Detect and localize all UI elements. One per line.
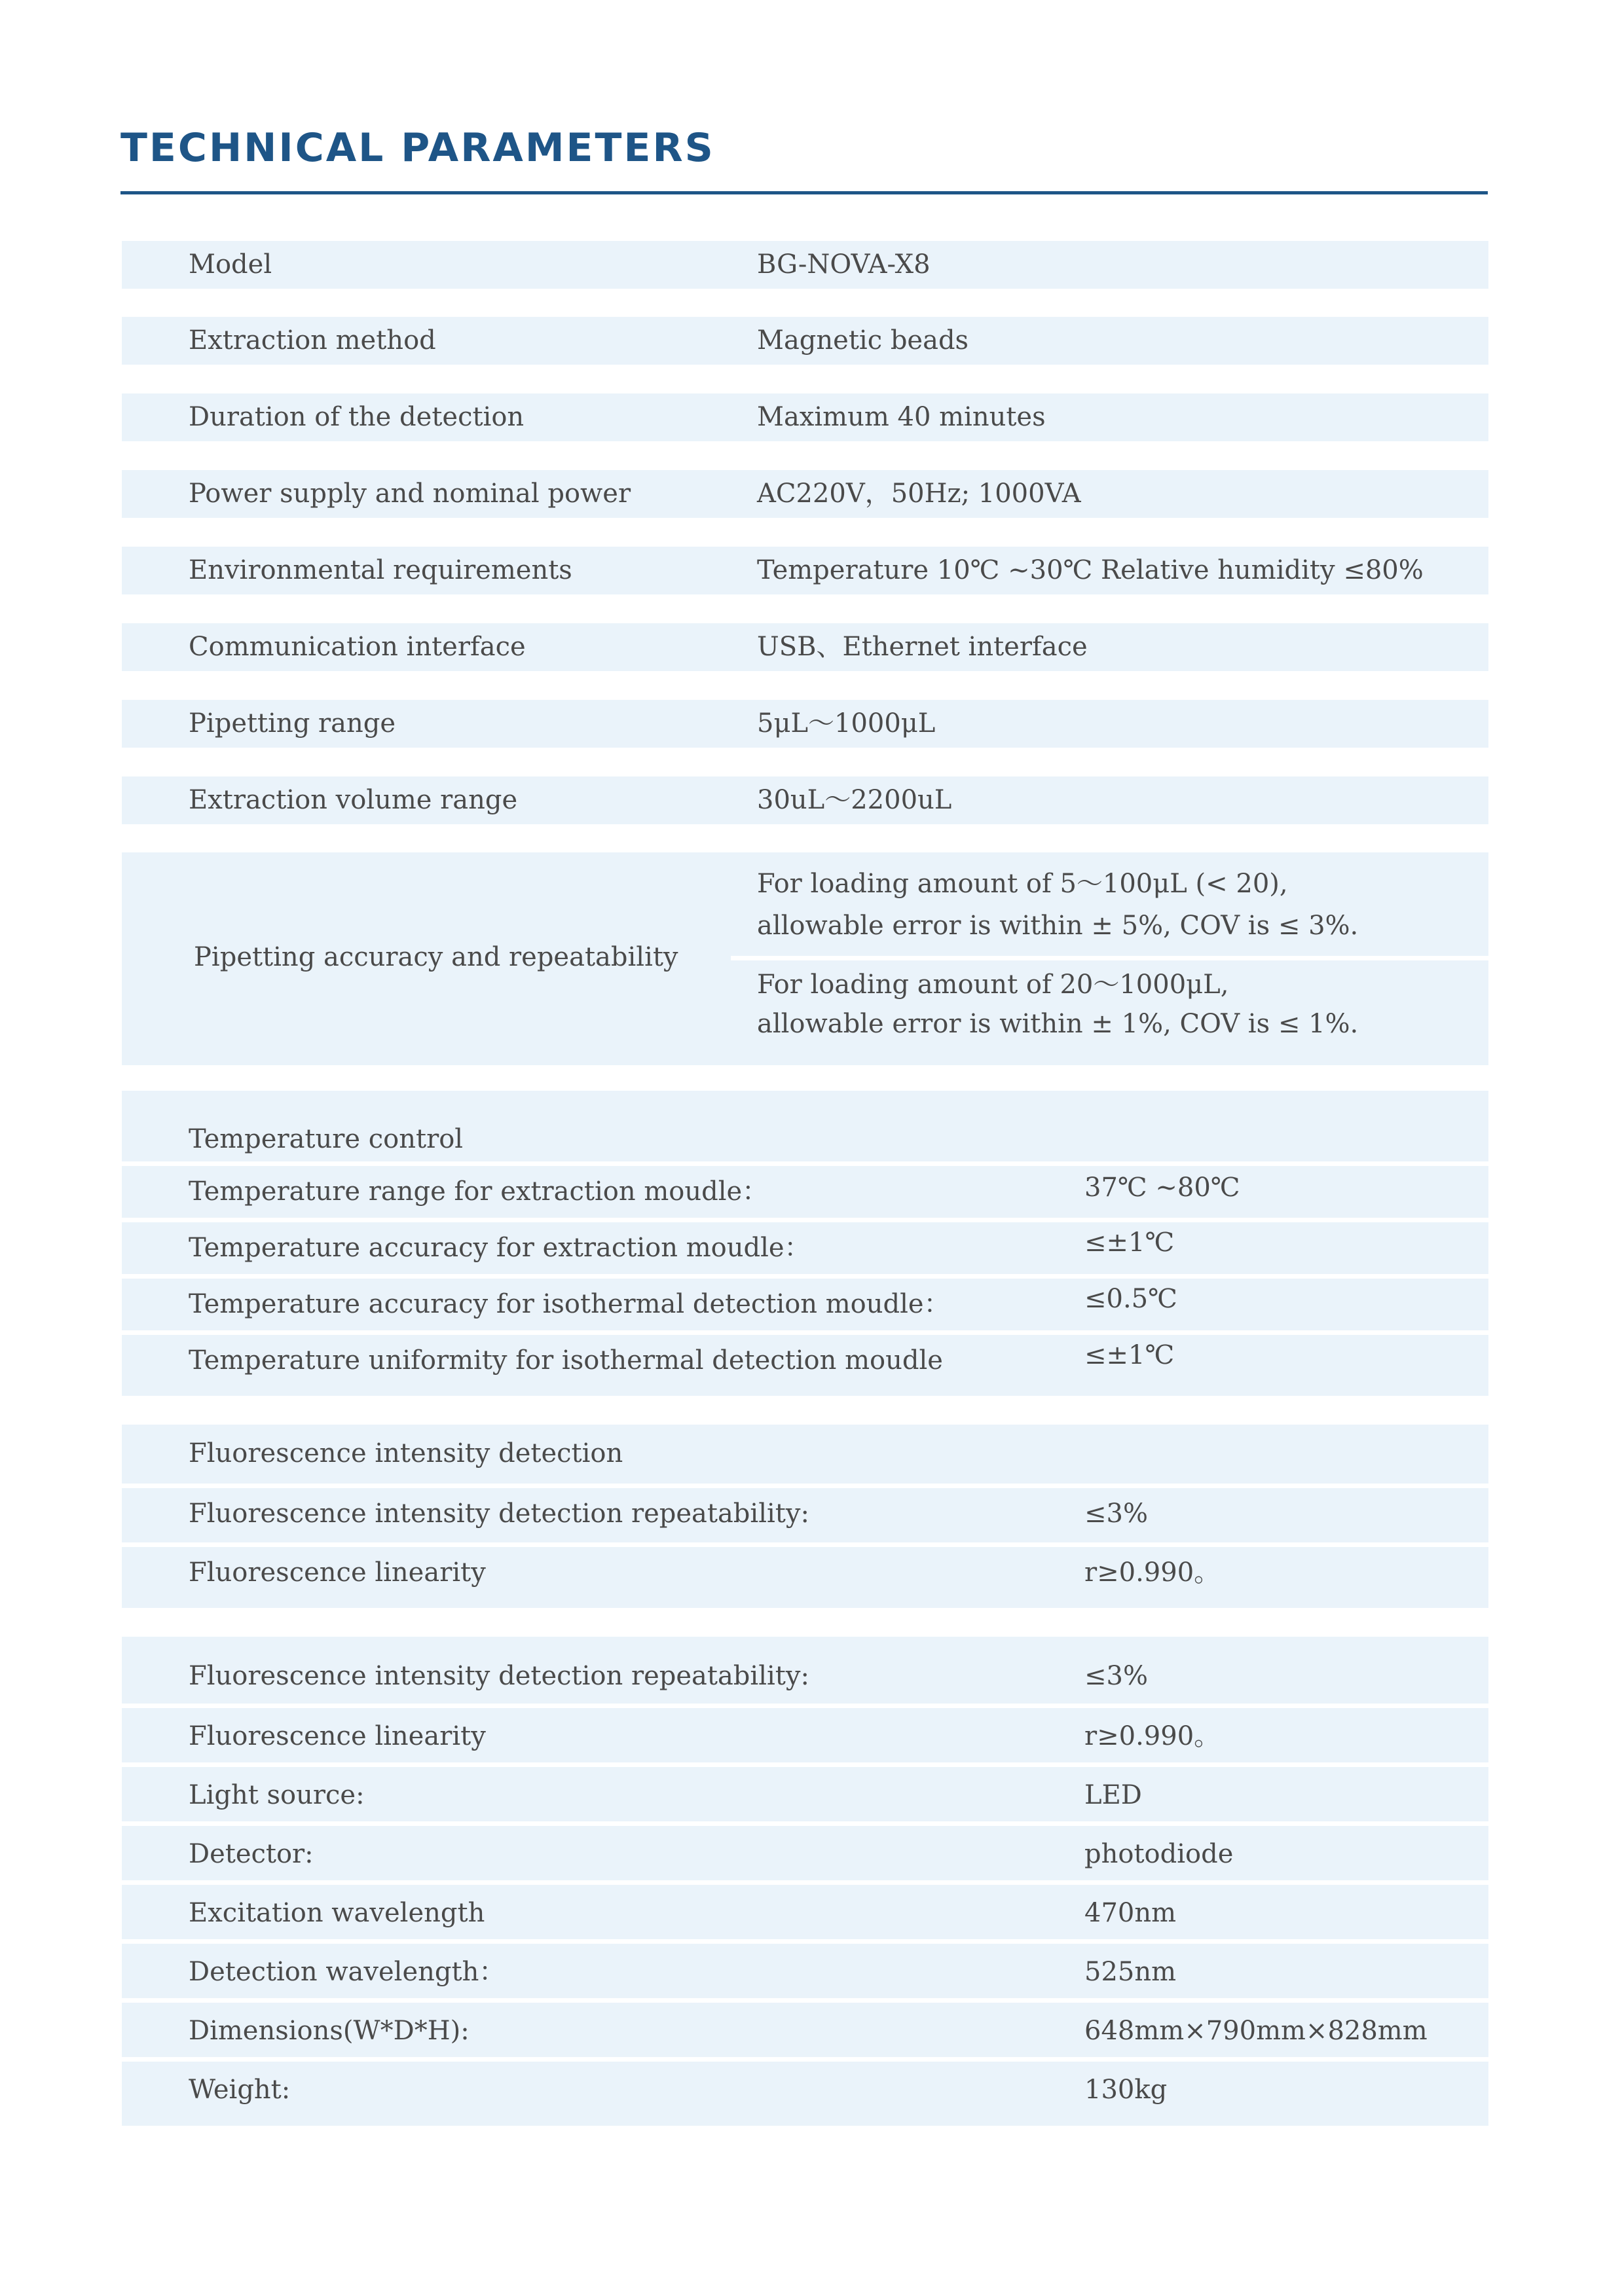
param-row-model <box>122 241 1488 289</box>
param-value: Magnetic beads <box>757 325 969 355</box>
param-label: Pipetting accuracy and repeatability <box>194 942 678 972</box>
param-value: 470nm <box>1084 1898 1177 1928</box>
accuracy-line: allowable error is within ± 5%, COV is ≤ 3%. <box>757 911 1359 941</box>
param-value: 37℃ ~80℃ <box>1084 1173 1240 1203</box>
page-title: TECHNICAL PARAMETERS <box>120 125 715 171</box>
param-label: Communication interface <box>189 632 526 662</box>
param-label: Fluorescence intensity detection repeatability: <box>189 1661 809 1691</box>
title-underline <box>120 191 1488 194</box>
param-row-extraction-method <box>122 317 1488 365</box>
param-label: Power supply and nominal power <box>189 479 631 509</box>
param-value: LED <box>1084 1780 1142 1810</box>
param-value: r≥0.990。 <box>1084 1558 1221 1588</box>
param-label: Fluorescence linearity <box>189 1721 486 1751</box>
param-value: Maximum 40 minutes <box>757 402 1046 432</box>
fluorescence-section <box>122 1425 1488 1608</box>
param-label: Temperature uniformity for isothermal detection moudle <box>189 1345 943 1376</box>
section-heading: Fluorescence intensity detection <box>189 1438 623 1468</box>
param-label: Extraction method <box>189 325 436 355</box>
param-value: 525nm <box>1084 1957 1177 1987</box>
param-label: Light source: <box>189 1780 365 1810</box>
row-divider <box>122 1704 1488 1708</box>
param-label: Environmental requirements <box>189 555 572 585</box>
cell-divider <box>731 956 1488 960</box>
param-value: AC220V，50Hz; 1000VA <box>757 479 1081 509</box>
row-divider <box>122 1274 1488 1279</box>
row-divider <box>122 1161 1488 1166</box>
param-value: 5μL～1000μL <box>757 708 936 738</box>
param-row-communication <box>122 623 1488 671</box>
param-label: Excitation wavelength <box>189 1898 485 1928</box>
row-divider <box>122 1218 1488 1222</box>
param-value: Temperature 10℃ ~30℃ Relative humidity ≤80% <box>757 555 1424 585</box>
param-label: Pipetting range <box>189 708 396 738</box>
param-label: Temperature accuracy for extraction moudle： <box>189 1233 811 1263</box>
row-divider <box>122 1542 1488 1547</box>
param-value: 648mm×790mm×828mm <box>1084 2016 1428 2046</box>
temperature-control-section <box>122 1091 1488 1396</box>
param-value: USB、Ethernet interface <box>757 632 1088 662</box>
other-params-section <box>122 1637 1488 2126</box>
param-value: ≤±1℃ <box>1084 1340 1175 1370</box>
row-divider <box>122 1880 1488 1885</box>
row-divider <box>122 1998 1488 2003</box>
param-row-extraction-volume <box>122 776 1488 824</box>
param-row-duration <box>122 393 1488 441</box>
param-label: Fluorescence linearity <box>189 1558 486 1588</box>
param-label: Temperature range for extraction moudle： <box>189 1176 769 1207</box>
param-label: Model <box>189 249 272 280</box>
param-row-pipetting-accuracy <box>122 852 1488 1065</box>
accuracy-line: For loading amount of 5～100μL (< 20), <box>757 869 1288 899</box>
param-label: Duration of the detection <box>189 402 525 432</box>
param-label: Dimensions(W*D*H): <box>189 2016 470 2046</box>
param-label: Weight: <box>189 2075 291 2105</box>
param-value: 30uL～2200uL <box>757 785 952 815</box>
param-value: ≤±1℃ <box>1084 1228 1175 1258</box>
section-heading: Temperature control <box>189 1124 464 1154</box>
param-value: ≤3% <box>1084 1661 1148 1691</box>
param-value: photodiode <box>1084 1839 1234 1869</box>
param-value: ≤3% <box>1084 1499 1148 1529</box>
param-label: Detector: <box>189 1839 314 1869</box>
row-divider <box>122 1484 1488 1488</box>
param-row-power-supply <box>122 470 1488 518</box>
row-divider <box>122 1762 1488 1767</box>
param-label: Extraction volume range <box>189 785 518 815</box>
param-label: Fluorescence intensity detection repeatability: <box>189 1499 809 1529</box>
param-label: Temperature accuracy for isothermal detection moudle： <box>189 1289 950 1319</box>
accuracy-line: For loading amount of 20～1000μL, <box>757 970 1229 1000</box>
param-value: 130kg <box>1084 2075 1168 2105</box>
row-divider <box>122 1821 1488 1826</box>
row-divider <box>122 1330 1488 1335</box>
param-row-environmental <box>122 547 1488 594</box>
param-row-pipetting-range <box>122 700 1488 748</box>
row-divider <box>122 1939 1488 1944</box>
param-value: ≤0.5℃ <box>1084 1284 1177 1314</box>
param-value: r≥0.990。 <box>1084 1721 1221 1751</box>
param-label: Detection wavelength： <box>189 1957 506 1987</box>
param-value: BG-NOVA-X8 <box>757 249 931 280</box>
row-divider <box>122 2057 1488 2062</box>
accuracy-line: allowable error is within ± 1%, COV is ≤ 1%. <box>757 1009 1359 1039</box>
